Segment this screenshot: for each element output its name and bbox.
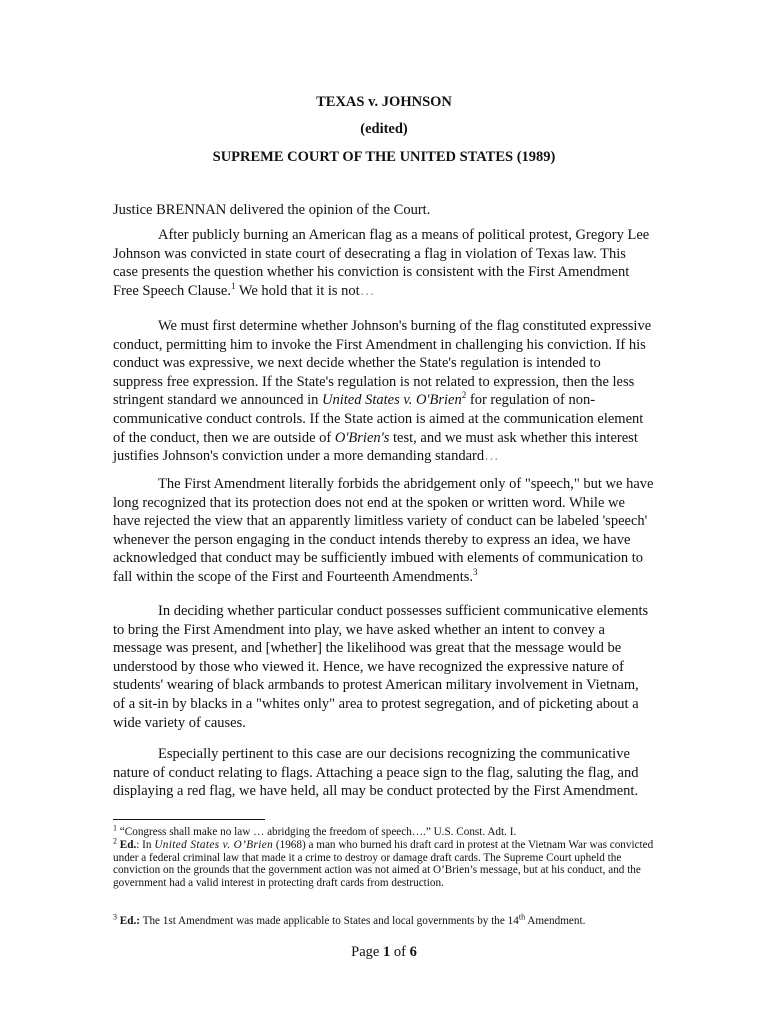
text-run: The 1st Amendment was made applicable to States and local governments by the 14 <box>140 915 519 927</box>
text-run: After publicly burning an American flag as a means of political protest, Gregory Lee Johnson was convicted in state court of desecrating a flag in violation of Texas law. This case presents the question whether his conviction is consistent with the First Amendment Free Speech Clause. <box>113 227 650 299</box>
superscript: 3 <box>113 912 117 922</box>
paragraph-3 <box>113 475 654 587</box>
case-title: TEXAS v. JOHNSON <box>316 94 452 110</box>
paragraph-intro <box>113 201 654 220</box>
superscript: 1 <box>113 823 117 833</box>
text-run: test, and we must ask whether this interest justifies Johnson's conviction under a more demanding standard <box>113 429 638 465</box>
text-run: (1968) a man who burned his draft card in protest at the Vietnam War was convicted under a federal criminal law that made it a crime to destroy or damage draft cards. The Supreme Court upheld the conviction on the grounds that the government action was not aimed at O’Brien’s message, but at his conduct, and the government had a valid interest in protecting draft cards from destruction. <box>113 839 654 890</box>
italic-text: United States v. O'Brien <box>321 392 462 409</box>
case-name: United States v. O’Brien <box>154 839 274 851</box>
text-run: : In <box>136 839 155 851</box>
text-run: We hold that it is not <box>235 282 360 299</box>
paragraph-1 <box>113 226 654 300</box>
footnote-divider <box>113 819 265 820</box>
text-run: In deciding whether particular conduct possesses sufficient communicative elements to bring the First Amendment into play, we have asked whether an intent to convey a message was present, and [whether] the likelihood was great that the message would be understood by those who viewed it. Hence, we have recognized the expressive nature of students' wearing of black armbands to protest American military involvement in Vietnam, of a sit-in by blacks in a "whites only" area to protest segregation, and of picketing about a wide variety of causes. <box>113 603 649 731</box>
text-run: We must first determine whether Johnson's burning of the flag constituted expressive conduct, permitting him to invoke the First Amendment in challenging his conviction. If his conduct was expressive, we next decide whether the State's regulation is intended to suppress free expression. If the State's regulation is not related to expression, then the less stringent standard we announced in <box>113 318 652 409</box>
paragraph-2 <box>113 317 654 466</box>
bold-text: Ed.: <box>119 915 141 927</box>
italic-text: O'Brien's <box>334 429 390 446</box>
ellipsis: … <box>359 282 375 299</box>
paragraph-5 <box>113 745 654 801</box>
text-run: Especially pertinent to this case are our decisions recognizing the communicative nature of conduct relating to flags. Attaching a peace sign to the flag, saluting the flag, and displaying a red flag, we have held, all may be conduct protected by the First Amendment. <box>113 746 639 800</box>
current-page: 1 <box>382 944 391 960</box>
ellipsis: … <box>484 448 499 465</box>
edited-note: (edited) <box>360 121 408 137</box>
bold-text: Ed. <box>119 839 137 851</box>
footnote-2 <box>113 836 658 890</box>
page-separator: of <box>390 944 410 960</box>
text-run: Justice BRENNAN delivered the opinion of the Court. <box>113 202 431 218</box>
text-run: The First Amendment literally forbids the abridgement only of "speech," but we have long recognized that its protection does not end at the spoken or written word. While we have rejected the view that an apparently limitless variety of conduct can be labeled 'speech' whenever the person engaging in the conduct intends thereby to express an idea, we have acknowledged that conduct may be sufficiently imbued with elements of communication to fall within the scope of the First and Fourteenth Amendments. <box>113 476 654 585</box>
footnote-1 <box>113 823 658 839</box>
superscript: th <box>518 912 526 922</box>
page-label: Page <box>351 944 383 960</box>
superscript: 2 <box>113 836 117 846</box>
text-run: “Congress shall make no law … abridging the freedom of speech….” U.S. Const. Adt. I. <box>117 826 517 838</box>
superscript: 2 <box>461 390 467 401</box>
footnote-3 <box>113 912 658 928</box>
text-run: for regulation of non-communicative conduct controls. If the State action is aimed at the communication element of the conduct, then we are outside of <box>113 392 644 446</box>
page-number <box>0 944 768 960</box>
total-pages: 6 <box>409 944 417 960</box>
superscript: 3 <box>473 567 478 578</box>
text-run: Amendment. <box>525 915 586 927</box>
court-heading: SUPREME COURT OF THE UNITED STATES (1989) <box>212 149 556 165</box>
paragraph-4 <box>113 602 654 732</box>
superscript: 1 <box>230 280 236 291</box>
